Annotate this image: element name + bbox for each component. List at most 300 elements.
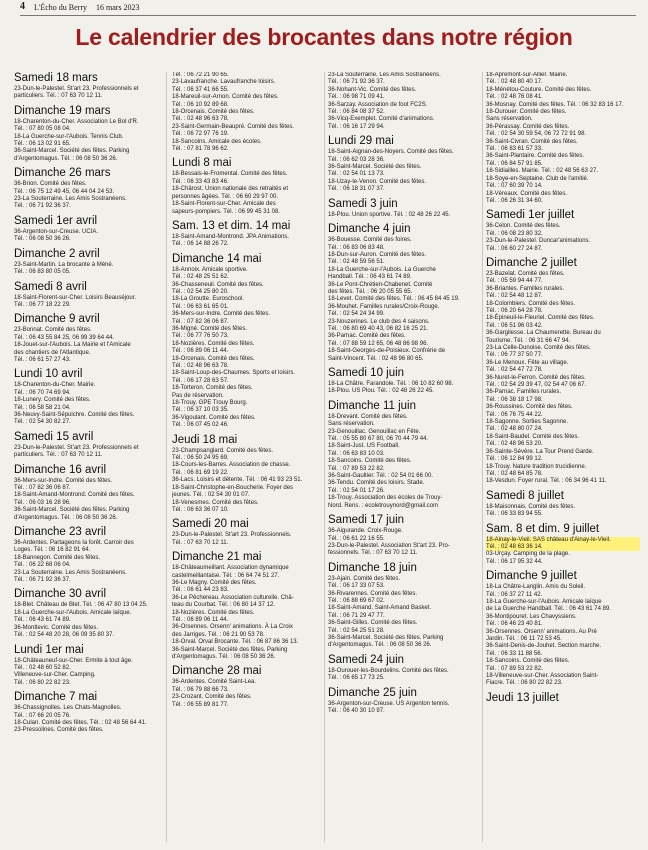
date-section [14,248,162,277]
date-heading: Dimanche 23 avril [14,526,107,539]
listing-line: 23-La Souterraine. Les Amis Sostranéens. [14,196,127,203]
date-section [14,526,162,584]
listing-line: 36-Le Magny. Comité des fêtes. [172,579,257,586]
listing-line: d'Argentomagus. Tél. : 06 08 50 36 26. [172,654,276,660]
listing-line: 23-La Souterraine. Les Amis Sostranéens. [14,569,127,576]
listing-line: Tél. : 05 59 94 44 77. [486,278,543,285]
listing-line: 18-Saint-Christophe-en-Boucherie. Foyer des [172,484,294,491]
listing-line: 18-La Châtre. Farandole. Tél. : 06 10 82 60 98. [328,381,454,387]
listing-line: sapeurs-pompiers. Tél. : 06 99 45 31 08. [172,208,280,215]
listing-line: 23-Dun-le-Palestel. St'art 23. Professionnels et [14,86,139,92]
listing-line: 36-Montipouret. Les Chavyssiens. [486,613,577,620]
listing-line: Tél. : 06 10 92 89 68. [172,101,229,108]
listing-line: 18-Plou. US Plou. Tél. : 02 48 26 22 45. [328,388,434,395]
listing-line: Tél. : 02 54 29 39 47, 02 54 47 06 67. [486,382,587,389]
listing-line: Tél. : 06 71 92 36 37. [14,203,71,210]
listing-line: 23-Pressolines. Comité des fêtes. [14,727,104,734]
listing-line: Tél. : 02 48 25 51 62. [172,274,229,281]
listing-line: Tél. : 06 14 88 26 72. [172,241,229,248]
listing-line: 36-Celon. Comité des fêtes. [486,223,561,230]
date-section [172,665,322,709]
listing-line: 36-Saint-Marcel. Société des fêtes. [328,164,422,171]
listing-line: 36-Vigoulant. Comité des fêtes. [172,414,256,421]
listing-line: 36-Pérassay. Comité des fêtes. [486,123,570,130]
listing-line: Tél. : 07 80 05 08 04. [14,126,71,133]
listing-line: 18-Bessais-le-Fromental. Comité des fêtes. [172,171,288,178]
date-heading: Samedi 10 juin [328,367,405,379]
listing-line: 18-Mareuil-sur-Arnon. Comité des fêtes. [172,94,279,101]
listing-line: 18-La Groutte. Euroschool. [172,296,245,303]
listing-line: 36-Migné. Comité des fêtes. [172,325,248,332]
date-section [14,431,162,460]
date-section [328,135,480,193]
listing-line: 23-Lavaufranche. Lavaufranche loisirs. [172,79,276,86]
date-heading: Samedi 8 avril [14,280,87,293]
date-section [172,551,322,661]
date-section [14,105,162,163]
listing-line: Tél. : 06 46 23 40 81. [486,621,543,628]
listing-line: Tél. : 06 72 21 90 65. [172,72,229,78]
date-section [328,654,480,683]
listing-line: 23-Nouzerines. Le club des 4 saisons. [328,318,430,325]
date-heading: Lundi 29 mai [328,135,394,148]
listing-line: Tél. : 02 48 76 08 41. [486,94,543,101]
listing-line: 36-Rivarennes. Comité des fêtes. [328,590,418,597]
listing-line: Tél. : 06 37 27 11 42. [486,591,543,598]
listing-line: 18-Culan. Comité des fêtes. Tél. : 02 48 56 64 41. [14,719,147,726]
listing-line: 36-Lacs. Loisirs et détente. Tél. : 06 41 93 23 51. [172,477,303,484]
listing-line: d'Argentomagus. Tél. : 06 08 50 36 26. [14,514,118,521]
listing-line: 36-Orsennes. Orsenn' animations. À La Croix [172,624,293,631]
listing-line: Tél. : 06 63 61 65 01. [172,303,229,310]
listing-line: 36-Saint-Marcel. Société des fêtes. Parking [172,646,288,653]
listing-line: Tél. : 07 89 53 22 82. [328,465,385,472]
listing-line: 36-Saint-Denis-de-Jouhet. Section marche. [486,643,602,650]
column-1 [14,72,162,848]
listing-line: 18-Sancoins. Comité des fêtes. [486,658,570,665]
date-heading: Lundi 1er mai [14,643,84,656]
listing-line: 36-Argenton-sur-Creuse. UCIA. [14,228,99,235]
date-heading: Dimanche 2 juillet [486,256,577,269]
listing-line: Villeneuve-sur-Cher. Camping. [14,672,96,679]
listing-line: 36-Briantes. Familles rurales. [486,285,565,292]
listing-line: Tél. : 06 13 02 91 65. [14,141,71,148]
listing-line: 18-La Guerche-sur-l'Aubois. Tennis Club. [14,133,124,140]
date-section [486,257,640,486]
date-heading: Dimanche 26 mars [14,167,111,180]
date-heading: Dimanche 4 juin [328,223,411,236]
listing-line: 18-Véreaux. Comité des fêtes. [486,190,568,197]
listing-line: Tél. : 06 71 92 36 37. [14,577,71,584]
column-divider [166,72,167,842]
listing-line: 03-Urçay. Camping de la plage. [486,551,570,558]
listing-line: 18-Bannegon. Comité des fêtes. [14,554,101,561]
page-title: Le calendrier des brocantes dans notre région [75,24,573,50]
date-heading: Sam. 8 et dim. 9 juillet [486,522,600,535]
date-heading: Lundi 8 mai [172,157,232,170]
listing-line: 18-Dun-sur-Auron. Comité des fêtes. [328,251,427,258]
listing-line: Tél. : 02 48 80 07 24. [486,426,543,433]
listing-line: Tél. : 06 84 57 91 85. [486,160,543,167]
listing-line: 36-Mers-sur-Indre. Comité des fêtes. [14,477,113,484]
listing-line: Tél. : 06 63 83 10 03. [328,450,385,457]
listing-line: 18-Trouy. GPE Trouy Bourg. [172,400,248,407]
listing-line: 18-Sagonne. Sorties Sagonne. [486,419,569,426]
listing-line: Tél. : 06 50 24 95 69. [172,455,229,462]
page-header [0,0,648,14]
date-section [486,523,640,567]
listing-line: Tél. : 02 48 80 40 17. [486,79,543,86]
listing-line: 36-Saint-Civran. Comité des fêtes. [486,138,578,145]
listing-line: Sans réservation. [328,421,375,428]
header-rule [20,15,636,16]
listing-line: 18-Plou. Union sportive. Tél. : 02 48 26 22 45. [328,211,451,218]
listing-line: 18-Épineuil-le-Fleuriel. Comité des fêtes. [486,315,595,322]
listing-line: 18-Ainay-le-Vieil. SAS château d'Ainay-le-Vieil. [486,537,640,544]
listing-line: des Jarriges. Tél. : 06 21 90 53 78. [172,631,265,638]
listing-line: 18-Orval. Orval Brocante. Tél. : 06 87 86 36 13. [172,639,299,646]
listing-line: Tél. : 06 77 76 50 73. [172,333,229,340]
listing-line: 36-Gargilesse. La Chaumerette. Bureau du [486,330,601,337]
listing-line: Tourisme. Tél. : 06 31 66 47 94. [486,337,571,344]
date-section [14,588,162,639]
listing-line: Tél. : 06 76 75 44 22. [486,411,543,418]
listing-line: Tél. : 06 70 74 69 94. [14,389,71,396]
listing-line: Tél. : 06 61 22 16 55. [328,535,385,542]
listing-line: 18-Trouy. Nature tradition trucidienne. [486,463,587,470]
date-heading: Sam. 13 et dim. 14 mai [172,219,291,232]
listing-line: 18-La Châtre-Langlin. Amis du Soleil. [486,584,586,591]
listing-line: 18-Sancoins. Comité des fêtes. [328,458,412,465]
listing-line: 36-Le Menoux. Fête au village. [486,359,569,366]
listing-line: Tél. : 06 03 16 28 96. [14,499,71,506]
date-heading: Dimanche 28 mai [172,665,262,678]
listing-line: Tél. : 02 54 25 51 28. [328,627,385,634]
date-section [14,691,162,735]
date-heading: Dimanche 7 mai [14,691,98,704]
listing-line: Tél. : 02 48 96 63 78. [172,363,229,369]
listing-line: 18-Torteron. Comité des fêtes. [172,385,253,392]
listing-line: 36-Orsennes. Orsenn' animations. Au Pré [486,628,597,635]
listing-line: 18-Maisonnais. Comité des fêtes. [486,503,576,510]
date-section [328,367,480,396]
listing-line: Tél. : 06 98 71 09 41. [328,94,385,101]
listing-line: Tél. : 06 07 45 02 46. [172,422,229,429]
listing-line: Tél. : 06 17 95 32 44. [486,558,543,565]
listing-line: 18-Vesdun. Foyer rural. Tél. : 06 34 96 41 11. [486,478,607,485]
listing-line: 18-Châteauneuf-sur-Cher. Ermite à tout âge. [14,657,133,664]
listing-line: 18-Villeneuve-sur-Cher. Association Saint- [486,673,599,680]
listing-line: Tél. : 06 22 68 06 04. [14,562,71,569]
listing-line: 36-Chassignolles. Les Chats-Magnolles. [14,705,122,712]
listing-line: Tél. : 06 20 64 28 78. [486,307,543,314]
listing-line: 23-Bonnat. Comité des fêtes. [14,327,92,334]
listing-line: d'Argentomagus. Tél. : 06 08 50 36 26. [328,642,432,649]
listing-line: Tél. : 06 81 69 19 22. [172,469,229,476]
listing-line: Tél. : 02 48 96 63 78. [172,116,229,123]
date-heading: Dimanche 9 avril [14,313,100,326]
listing-line: 18-Saint-Baudel. Comité des fêtes. [486,433,580,440]
date-heading: Jeudi 18 mai [172,433,238,446]
listing-line: 18-Annoix. Amicale sportive. [172,266,248,273]
listing-line: 18-Nozières. Comité des fêtes. [172,609,255,616]
date-heading: Lundi 10 avril [14,368,83,381]
listing-line: 36-Le Pêchereau. Association culturelle. Châ- [172,594,294,601]
listing-line: Tél. : 02 54 48 20 28, 06 09 35 80 37. [14,632,115,639]
listing-line: 18-La Guerche-sur-l'Aubois. Amicale laïque. [14,609,132,616]
date-heading: Samedi 1er avril [14,214,98,227]
date-section [14,167,162,211]
listing-line: 23-Champsanglard. Comité des fêtes. [172,447,274,454]
listing-line: 18-Ménétou-Couture. Comité des fêtes. [486,86,592,93]
date-section [14,313,162,364]
listing-line: Tél. : 06 80 69 40 43, 06 82 16 25 21. [328,325,429,332]
listing-line: Tél. : 06 62 03 28 36. [328,156,385,163]
listing-line: 18-Saint-Just. US Football. [328,443,400,450]
date-heading: Samedi 3 juin [328,197,398,210]
date-heading: Dimanche 11 juin [328,399,417,412]
listing-line: 36-Aigurande. Croix-Rouge. [328,528,403,535]
listing-line: Tél. : 07 81 78 96 62. [172,146,229,153]
listing-line: 18-Saint-Amand-Montrond. JPA Animations. [172,233,289,240]
listing-line: 18-Ourouer. Comité des fêtes. [486,109,567,116]
date-section [14,281,162,310]
listing-line: particuliers. Tél. : 07 63 70 12 11. [14,93,103,100]
date-heading: Dimanche 16 avril [14,463,107,476]
listing-line: 23-La Souterraine. Les Amis Sostranéens. [328,72,441,78]
date-section [172,253,322,430]
listing-line: Tél. : 06 26 31 34 60. [486,197,543,204]
listing-line: de La Guerche Handball. Tél. : 06 43 61 74 89. [486,606,611,613]
date-section [486,692,640,705]
listing-line: Tél. : 06 89 06 11 44. [172,616,229,623]
listing-line: Tél. : 06 17 33 07 53. [328,583,385,590]
date-heading: Dimanche 21 mai [172,551,262,564]
date-section [328,400,480,510]
listing-line: 36-Sarzay. Association de foot FC2S. [328,101,428,108]
listing-line: Nord. Rens. : ecoletrouynord@gmail.com [328,502,439,509]
listing-line: 36-Chasseneuil. Comité des fêtes. [172,281,264,288]
listing-line: Tél. : 06 55 89 81 77. [172,701,229,708]
listing-line: Tél. : 07 63 70 12 11. [172,539,229,546]
listing-line: Tél. : 06 61 44 23 83. [172,587,229,594]
listing-line: 36-Roussines. Comité des fêtes. [486,404,573,411]
listing-line: 23-Dun-le-Palestel. St'art 23. Professionnels. [172,532,292,539]
listing-line: 23-Dun-le-Palestel. St'art 23. Professionnels et [14,444,139,451]
listing-line: Loges. Tél. : 06 16 82 91 64. [14,547,91,554]
listing-line: 36-Saint-Marcel. Société des fêtes. Parking [328,634,444,641]
date-section [172,518,322,547]
listing-line: Tél. : 06 77 37 50 77. [486,352,543,359]
listing-line: Tél. : 02 54 30 59 54, 06 72 72 91 98. [486,131,587,138]
listing-line: 36-Vicq-Exemplet. Comité d'animations. [328,116,435,123]
listing-line: Tél. : 06 33 11 88 56. [486,650,543,657]
listing-line: 36-Saint-Plantaire. Comité des fêtes. [486,153,585,160]
listing-line: Tél. : 06 72 97 76 19. [172,131,229,138]
date-section [172,434,322,515]
listing-line: Tél. : 06 18 31 07 37. [328,186,385,193]
listing-line: 18-Jouet-sur-l'Aubois. La Mairie et l'Amicale [14,342,131,349]
date-heading: Samedi 1er juillet [486,209,575,222]
listing-line: 36-Neuvy-Saint-Sépulchre. Comité des fêtes. [14,411,135,418]
listing-line: 23-Crozant. Comité des fêtes. [172,694,252,701]
date-section [172,220,322,249]
listing-line: Tél. : 06 79 88 66 73. [172,686,229,693]
listing-line: 36-Bouesse. Comité des foires. [328,237,412,244]
listing-line: Tél. : 02 54 25 80 20. [172,288,229,295]
listing-line: 36-Saint-Marcel. Société des fêtes. Parking [14,507,130,514]
listing-line: 18-Cours-les-Barres. Association de chasse. [172,462,291,469]
listing-line: 36-Argenton-sur-Creuse. US Argenton tennis. [328,700,450,707]
listing-line: Tél. : 06 80 22 82 23. [14,679,71,686]
listing-line: Tél. : 06 08 23 80 32. [486,230,543,237]
listing-line: 18-Apremont-sur-Allier. Mairie. [486,72,568,78]
date-section [486,209,640,253]
listing-line: Tél. : 02 48 60 52 82. [14,664,71,671]
date-section [14,368,162,426]
listing-line: 36-Sainte-Sévère. La Tour Prend Garde. [486,448,594,455]
listing-line: 23-Saint-Germain-Beaupré. Comité des fêtes. [172,123,295,130]
listing-line: 18-Saint-Aignan-des-Noyers. Comité des fêtes. [328,149,454,156]
date-heading: Dimanche 9 juillet [486,570,577,583]
listing-line: Tél. : 02 48 96 53 20. [486,441,543,448]
listing-line: Tél. : 06 83 06 83 48. [328,244,385,251]
listing-line: Tél. : 06 75 12 49 45, 06 44 04 24 53. [14,188,115,195]
listing-line: 18-Lunery. Comité des fêtes. [14,397,91,404]
date-section [14,464,162,522]
listing-line: teau du Courbat. Tél. : 06 80 14 37 12. [172,602,275,609]
date-section [486,490,640,519]
listing-line: 18-Chârost. Union nationale des retraités et [172,186,289,193]
listing-line: 18-Sancoins. Amicale des écoles. [172,138,262,145]
listing-line: 18-Blet. Château de Blet. Tél. : 06 47 80 13 04 25. [14,602,148,609]
listing-line: Tél. : 02 54 30 82 27. [14,419,71,426]
listing-line: Tél. : 07 66 20 05 76. [14,712,71,719]
listing-line: 18-Saint-Amand-Montrond. Comité des fêtes. [14,492,135,499]
listing-line: Pas de réservation. [172,392,224,399]
listing-line: 18-Saint-Florent-sur-Cher. Amicale des [172,201,276,208]
listing-line: 18-Charenton-du-Cher. Association Le Bol d'R. [14,118,139,125]
listing-line: Tél. : 06 71 92 36 37. [328,79,385,86]
listing-line: 18-Charenton-du-Cher. Mairie. [14,382,96,389]
date-section [328,72,480,131]
listing-line: Tél. : 06 84 08 37 52. [328,109,385,116]
listing-line: Handball. Tél. : 06 43 61 74 89. [328,274,412,281]
date-heading: Samedi 17 juin [328,514,405,527]
date-heading: Samedi 20 mai [172,518,249,531]
listing-line: 18-Saint-Loup-des-Chaumes. Sports et loisirs. [172,370,296,377]
listing-line: 36-Le Pont-Chrétien-Chabenet. Comité [328,281,433,288]
listing-line: 18-Trouy. Association des écoles de Trouy- [328,495,443,502]
listing-line: Tél. : 06 16 17 29 94. [328,123,385,130]
listing-line: 36-Tendu. Comité des loisirs. Stade. [328,480,425,487]
listing-line: 36-Nuret-le-Ferron. Comité des fêtes. [486,374,586,381]
date-heading: Dimanche 2 avril [14,247,100,260]
date-heading: Samedi 24 juin [328,653,405,666]
date-section [172,157,322,215]
listing-line: Tél. : 05 55 80 67 80, 06 70 44 79 44. [328,436,429,443]
date-section [14,72,162,101]
listing-line: Tél. : 06 08 50 36 26. [14,236,71,243]
listing-line: Tél. : 07 60 39 70 14. [486,183,543,190]
listing-line: 18-Ourouer-les-Bourdelins. Comité des fêtes. [328,667,449,674]
listing-line: 36-Saint-Gilles. Comité des fêtes. [328,620,418,627]
listing-line: 18-Soye-en-Septaine. Club de l'amitié. [486,175,589,182]
date-section [328,562,480,650]
listing-line: 18-La Guerche-sur-l'Aubois. La Guerche [328,266,436,273]
column-2 [172,72,322,848]
listing-line: Tél. : 02 54 01 17 26. [328,487,385,494]
listing-line: Tél. : 06 37 10 03 35. [172,407,229,414]
date-heading: Samedi 8 juillet [486,489,564,502]
listing-line: jeunes. Tél. : 02 54 30 01 07. [172,492,250,499]
listing-line: 18-Sidiailles. Mairie. Tél. : 02 48 56 63 27. [486,168,598,175]
date-heading: Dimanche 18 juin [328,561,417,574]
page-number: 4 [20,1,25,12]
date-section [328,514,480,558]
date-section [328,223,480,363]
listing-line: Tél. : 06 37 41 66 55. [172,86,229,93]
listing-line: Tél. : 06 61 57 27 43. [14,356,71,363]
date-section [328,687,480,716]
listing-line: 23-Saint-Martin. La brocante à Méné. [14,261,114,268]
listing-line: personnes âgées. Tél. : 06 60 29 97 00. [172,193,278,200]
listing-line: 23-Dun-le-Palestel. Duncar'animations. [486,238,591,245]
date-section [14,644,162,688]
listing-line: Tél. : 06 43 55 84 25, 06 99 39 64 44. [14,334,115,341]
column-4 [486,72,640,848]
listing-line: Tél. : 02 54 48 12 87. [486,293,543,300]
listing-line: Fiacre. Tél. : 06 80 22 82 23. [486,680,563,687]
issue-date: 16 mars 2023 [96,3,140,12]
listing-line: Tél. : 06 83 61 57 33. [486,146,543,153]
listing-line: 18-La Guerche-sur-l'Aubois. Amicale laïque [486,598,602,605]
listing-line: Tél. : 06 33 83 94 55. [486,511,543,518]
listing-line: Tél. : 06 51 96 03 42. [486,322,543,329]
listing-line: Tél. : 02 54 01 13 73. [328,171,385,178]
listing-line: Tél. : 06 38 18 17 98. [486,396,543,403]
listing-line: 36-Nohant-Vic. Comité des fêtes. [328,86,417,93]
listing-line: des fêtes. Tél. : 06 20 05 55 65. [328,288,413,295]
listing-line: 18-Saint-Florent-sur-Cher. Loisirs Beauséjour. [14,294,137,301]
column-divider [324,72,325,842]
date-heading: Dimanche 19 mars [14,104,111,117]
date-section [14,215,162,244]
listing-line: Tél. : 06 58 58 21 04. [14,404,71,411]
date-heading: Samedi 18 mars [14,72,98,84]
listing-line: 18-Venesmes. Comité des fêtes. [172,499,259,506]
listing-line: 36-Saint-Marcel. Société des fêtes. Parking [14,148,130,155]
publication-name: L'Écho du Berry [34,3,87,12]
listing-line: 36-Mosnay. Comité des fêtes. Tél. : 06 32 83 16 17. [486,101,624,108]
listing-line: 23-Genouillac. Genouillac en Fête. [328,428,421,435]
listing-line: Tél. : 06 60 27 24 87. [486,245,543,252]
listing-line: Tél. : 06 77 18 22 29. [14,301,71,308]
listing-line: Tél. : 07 88 59 12 65, 06 48 86 98 96. [328,340,429,347]
listing-line: 18-Saint-Georges-de-Poisieux. Confrérie de [328,348,446,355]
listing-line: 23-La Celle-Dunoise. Comité des fêtes. [486,345,591,351]
listing-line: 18-Drevant. Comité des fêtes. [328,413,408,420]
listing-line: Tél. : 02 54 47 72 78. [486,367,543,374]
listing-line: 23-Dun-le-Palestel. Association St'art 23. Pro- [328,542,450,549]
listing-line: 36-Saint-Gaultier. Tél. : 02 54 01 66 00. [328,473,433,480]
listing-line: Tél. : 06 83 80 05 05. [14,269,71,276]
listing-line: Saint-Vincent. Tél. : 02 48 96 80 65. [328,355,424,362]
listing-line: Tél. : 02 48 63 36 14. [486,544,640,551]
column-divider [482,72,483,842]
listing-line: castelmeillantaise. Tél. : 06 64 74 51 27. [172,572,280,579]
listing-line: Tél. : 06 33 43 83 46. [172,178,229,185]
